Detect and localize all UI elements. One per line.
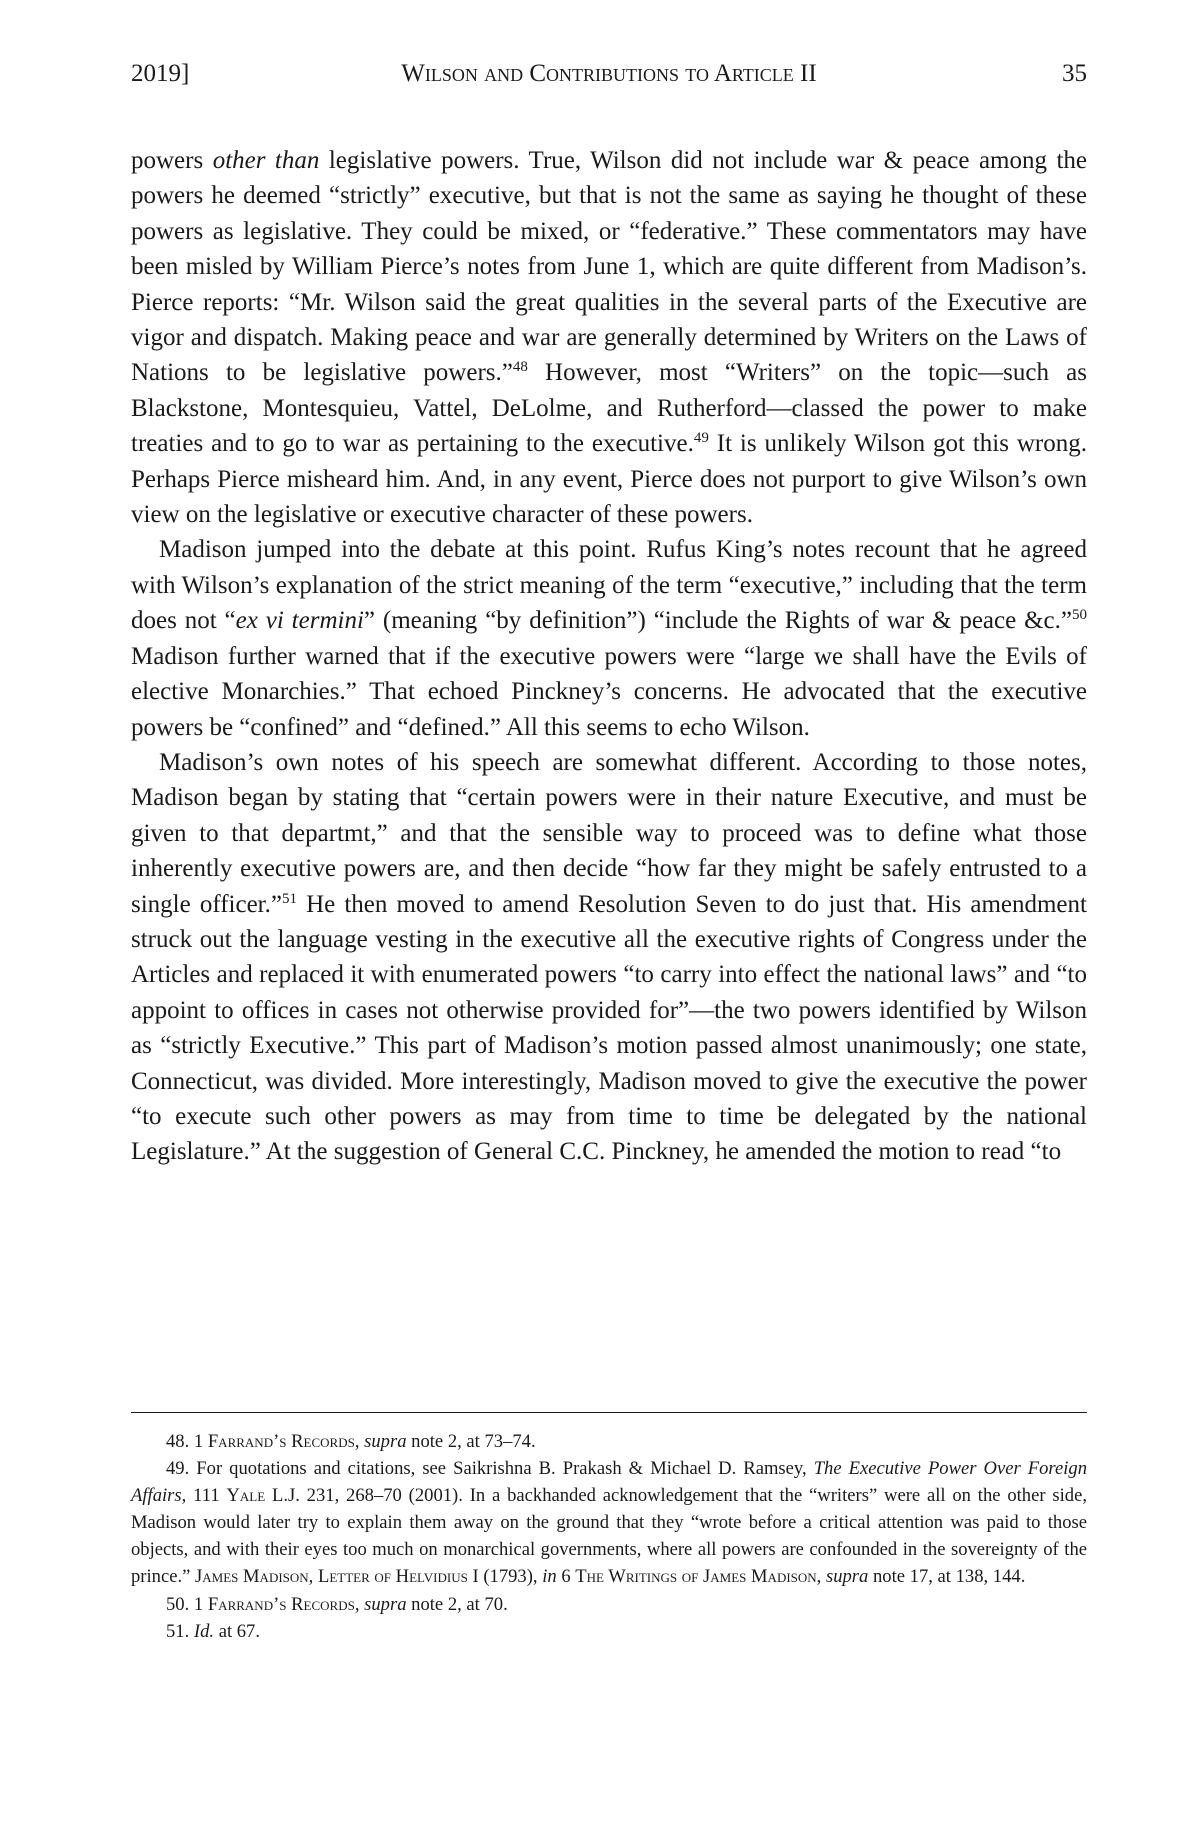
text-run: ” (meaning “by definition”) “include the Rights of war & peace &c.” (363, 607, 1073, 635)
text-run: note 17, at 138, 144. (868, 1566, 1026, 1588)
small-caps-text: James Madison, Letter of Helvidius I (195, 1566, 479, 1588)
italic-text: The Executive Power Over Foreign Affairs (131, 1458, 1087, 1507)
italic-text: other than (212, 147, 320, 174)
page-number: 35 (1062, 60, 1087, 87)
text-run: It is unlikely Wilson got this wrong. Perhaps Pierce misheard him. And, in any event, Pierce does not purport to give Wilson’s own view on the legislative or executive character of these powers. (131, 430, 1088, 529)
italic-text: supra (825, 1566, 869, 1588)
text-run: , (354, 1431, 365, 1452)
footnote-number: 49. (166, 1458, 190, 1480)
small-caps-text: Yale L.J. (226, 1485, 300, 1507)
small-caps-text: The Writings of James Madison (575, 1566, 817, 1588)
footnote-number: 51. (166, 1620, 190, 1642)
italic-text: in (542, 1566, 557, 1588)
paragraph-3 (131, 745, 1087, 1170)
text-run: Madison’s own notes of his speech are somewhat different. According to those notes, Madison began by stating that “certain powers were in their nature Executive, and must be given to that departmt,” and that the sensible way to proceed was to define what those inherently executive powers are, and then decide “how far they might be safely entrusted to a single officer.” (131, 748, 1087, 918)
text-run: , 111 (181, 1485, 227, 1507)
footnotes (131, 1428, 1087, 1645)
footnote-49 (131, 1455, 1087, 1590)
text-run: note 2, at 73–74. (406, 1431, 536, 1452)
running-header (131, 57, 1087, 91)
footnote-number: 50. (166, 1593, 190, 1615)
italic-text: supra (364, 1593, 407, 1615)
small-caps-text: Farrand’s Records (207, 1431, 355, 1452)
paragraph-2 (131, 532, 1087, 744)
small-caps-text: Farrand’s Records (207, 1593, 355, 1615)
text-run: at 67. (214, 1620, 261, 1642)
header-year: 2019] (131, 60, 190, 87)
footnote-ref-51[interactable]: 51 (281, 890, 297, 907)
text-run: Madison further warned that if the executive powers were “large we shall have the Evils of elective Monarchies.” That echoed Pinckney’s concerns. He advocated that the executive powers be “confined” and “defined.” All this seems to echo Wilson. (131, 642, 1087, 741)
italic-text: ex vi termini (235, 607, 364, 635)
text-run: 1 (189, 1431, 208, 1452)
text-run: , (354, 1593, 365, 1615)
footnote-ref-49[interactable]: 49 (693, 430, 709, 447)
text-run: 231, 268–70 (2001). In a backhanded acknowledgement that the “writers” were all on the other side, Madison would later try to explain them away on the ground that they “wrote before a critical attention was paid to those objects, and with their eyes too much on monarchical governments, where all powers are confounded in the sovereignty of the prince.” (131, 1485, 1087, 1588)
text-run: For quotations and citations, see Saikrishna B. Prakash & Michael D. Ramsey, (189, 1458, 814, 1480)
text-run: 1 (189, 1593, 208, 1615)
footnote-divider (131, 1412, 1087, 1413)
footnote-ref-48[interactable]: 48 (512, 359, 528, 376)
footnote-50 (131, 1591, 1087, 1618)
text-run: powers (131, 147, 213, 174)
text-run: , (816, 1566, 826, 1588)
text-run: However, most “Writers” on the topic—such as Blackstone, Montesquieu, Vattel, DeLolme, and Rutherford—classed the power to make treaties and to go to war as pertaining to the executive. (131, 359, 1087, 458)
footnote-number: 48. (166, 1431, 190, 1452)
text-run: He then moved to amend Resolution Seven to do just that. His amendment struck out the language vesting in the executive all the executive rights of Congress under the Articles and replaced it with enumerated powers “to carry into effect the national laws” and “to appoint to offices in cases not otherwise provided for”—the two powers identified by Wilson as “strictly Executive.” This part of Madison’s motion passed almost unanimously; one state, Connecticut, was divided. More interestingly, Madison moved to give the executive the power “to execute such other powers as may from time to time be delegated by the national Legislature.” At the suggestion of General C.C. Pinckney, he amended the motion to read “to (131, 890, 1087, 1166)
footnote-48 (131, 1428, 1087, 1455)
text-run: Madison jumped into the debate at this point. Rufus King’s notes recount that he agreed with Wilson’s explanation of the strict meaning of the term “executive,” including that the term does not “ (131, 536, 1087, 635)
text-run: note 2, at 70. (406, 1593, 508, 1615)
text-run: (1793), (478, 1566, 543, 1588)
paragraph-1 (131, 143, 1087, 532)
header-title: Wilson and Contributions to Article II (401, 60, 817, 87)
footnote-51 (131, 1618, 1087, 1645)
text-run: legislative powers. True, Wilson did not include war & peace among the powers he deemed “strictly” executive, but that is not the same as saying he thought of these powers as legislative. They could be mixed, or “federative.” These commentators may have been misled by William Pierce’s notes from June 1, which are quite different from Madison’s. Pierce reports: “Mr. Wilson said the great qualities in the several parts of the Executive are vigor and dispatch. Making peace and war are generally determined by Writers on the Laws of Nations to be legislative powers.” (131, 147, 1087, 387)
footnote-ref-50[interactable]: 50 (1072, 607, 1088, 624)
italic-text: Id. (193, 1620, 215, 1642)
main-text (131, 143, 1087, 1170)
italic-text: supra (364, 1431, 407, 1452)
text-run: 6 (556, 1566, 576, 1588)
